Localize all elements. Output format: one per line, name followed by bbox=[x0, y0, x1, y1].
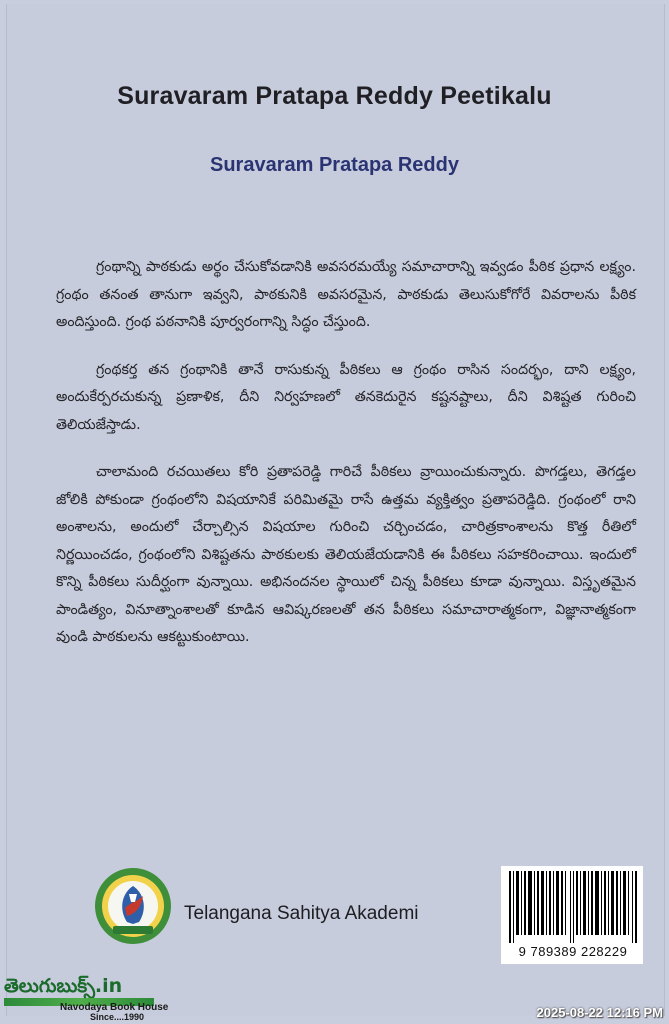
barcode bbox=[501, 866, 643, 964]
watermark-house: Navodaya Book House bbox=[60, 1002, 169, 1013]
blurb-paragraph-2: గ్రంథకర్త తన గ్రంథానికి తానే రాసుకున్న పీఠికలు ఆ గ్రంథం రాసిన సందర్భం, దాని లక్ష్యం, అందుకేర్పరచుకున్న ప్రణాళిక, దీని నిర్వహణలో తనకెదురైన కష్టనష్టాలు, దీని విశిష్టత గురించి తెలియజేస్తాడు. bbox=[56, 361, 636, 433]
watermark-brand: తెలుగుబుక్స్.in bbox=[4, 975, 123, 997]
isbn-number: 9 789389 228229 bbox=[518, 944, 628, 959]
blurb-paragraph-3: చాలామంది రచయితలు కోరి ప్రతాపరెడ్డి గారిచే పీఠికలు వ్రాయించుకున్నారు. పొగడ్తలు, తెగడ్తల జోలికి పోకుండా గ్రంథంలోని విషయానికే పరిమితమై రాసే ఉత్తమ వ్యక్తిత్వం ప్రతాపరెడ్డిది. గ్రంథంలో రాని అంశాలను, అందులో చేర్చాల్సిన విషయాల గురించి చర్చించడం, చారిత్రకాంశాలను కొత్త రీతిలో నిర్ణయించడం, గ్రంథంలోని విశిష్టతను పాఠకులకు తెలియజేయడానికి ఈ పీఠికలు సహకరించాయి. ఇందులో కొన్ని పీఠికలు సుదీర్ఘంగా వున్నాయి. అభినందనల స్థాయిలో చిన్న పీఠికలు కూడా వున్నాయి. విస్తృతమైన పాండిత్యం, వినూత్నాంశాలతో కూడిన ఆవిష్కరణలతో తన పీఠికలు సమాచారాత్మకంగా, విజ్ఞానాత్మకంగా వుండి పాఠకులను ఆకట్టుకుంటాయి. bbox=[56, 464, 636, 645]
blurb-paragraph-1: గ్రంథాన్ని పాఠకుడు అర్థం చేసుకోవడానికి అవసరమయ్యే సమాచారాన్ని ఇవ్వడం పీఠిక ప్రధాన లక్ష్యం. గ్రంథం తనంత తానుగా ఇవ్వని, పాఠకునికి అవసరమైన, పాఠకుడు తెలుసుకోగోరే వివరాలను పీఠిక అందిస్తుంది. గ్రంథ పఠనానికి పూర్వరంగాన్ని సిద్ధం చేస్తుంది. bbox=[56, 259, 636, 330]
book-title: Suravaram Pratapa Reddy Peetikalu bbox=[117, 82, 552, 110]
book-author: Suravaram Pratapa Reddy bbox=[209, 154, 459, 176]
barcode-bars bbox=[509, 871, 637, 943]
publisher-logo-icon bbox=[93, 866, 173, 946]
watermark-since: Since....1990 bbox=[90, 1012, 145, 1022]
blurb-text bbox=[56, 254, 636, 672]
photo-timestamp: 2025-08-22 12:16 PM bbox=[536, 1005, 663, 1020]
publisher-name: Telangana Sahitya Akademi bbox=[184, 903, 419, 924]
